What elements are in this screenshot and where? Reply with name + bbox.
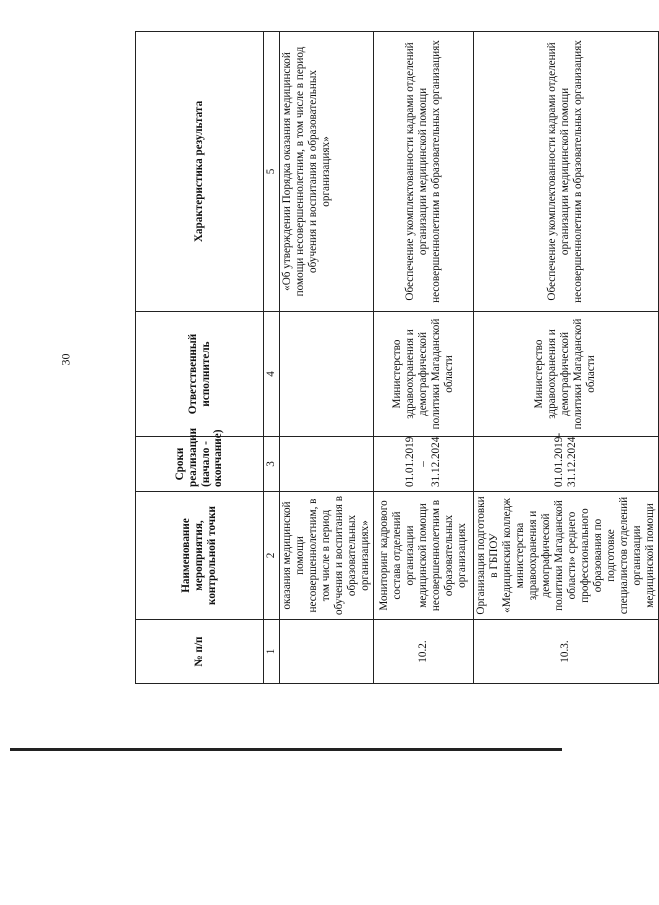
page-number: 30 [58, 353, 73, 366]
table-row [279, 32, 373, 684]
measures-table [135, 31, 659, 684]
column-number: 4 [264, 312, 280, 437]
horizontal-rule [10, 748, 562, 751]
row-dates: 01.01.2019- 31.12.2024 [473, 437, 658, 492]
header-executor: Ответственный исполнитель [136, 312, 264, 437]
row-num [279, 620, 373, 684]
row-result: «Об утверждении Порядка оказания медицинской помощи несовершеннолетним, в том числе в период обучения и воспитания в образовательных организациях» [279, 32, 373, 312]
row-num: 10.2. [373, 620, 473, 684]
row-result: Обеспечение укомплектованности кадрами отделений организации медицинской помощи несовершеннолетним в образовательных организациях [373, 32, 473, 312]
table-header-row [136, 32, 264, 684]
row-name: оказания медицинской помощи несовершеннолетним, в том числе в период обучения и воспитания в образовательных организациях» [279, 492, 373, 620]
column-number: 3 [264, 437, 280, 492]
header-name: Наименование мероприятия, контрольной точки [136, 492, 264, 620]
row-executor: Министерство здравоохранения и демографической политики Магаданской области [473, 312, 658, 437]
row-name: Организация подготовки в ГБПОУ «Медицинский колледж министерства здравоохранения и демографической политики Магаданской области» среднего профессионального образования по подготовке специалистов отделений организации медицинской помощи [473, 492, 658, 620]
row-dates [279, 437, 373, 492]
column-number-row [264, 32, 280, 684]
header-dates: Сроки реализации (начало - окончание) [136, 437, 264, 492]
column-number: 1 [264, 620, 280, 684]
column-number: 5 [264, 32, 280, 312]
table-row [473, 32, 658, 684]
column-number: 2 [264, 492, 280, 620]
row-dates: 01.01.2019 – 31.12.2024 [373, 437, 473, 492]
row-num: 10.3. [473, 620, 658, 684]
rotated-table-container [135, 32, 656, 684]
header-num: № п/п [136, 620, 264, 684]
table-row [373, 32, 473, 684]
row-executor: Министерство здравоохранения и демографической политики Магаданской области [373, 312, 473, 437]
row-name: Мониторинг кадрового состава отделений организации медицинской помощи несовершеннолетним в образовательных организациях [373, 492, 473, 620]
row-executor [279, 312, 373, 437]
header-result: Характеристика результата [136, 32, 264, 312]
row-result: Обеспечение укомплектованности кадрами отделений организации медицинской помощи несовершеннолетним в образовательных организациях [473, 32, 658, 312]
